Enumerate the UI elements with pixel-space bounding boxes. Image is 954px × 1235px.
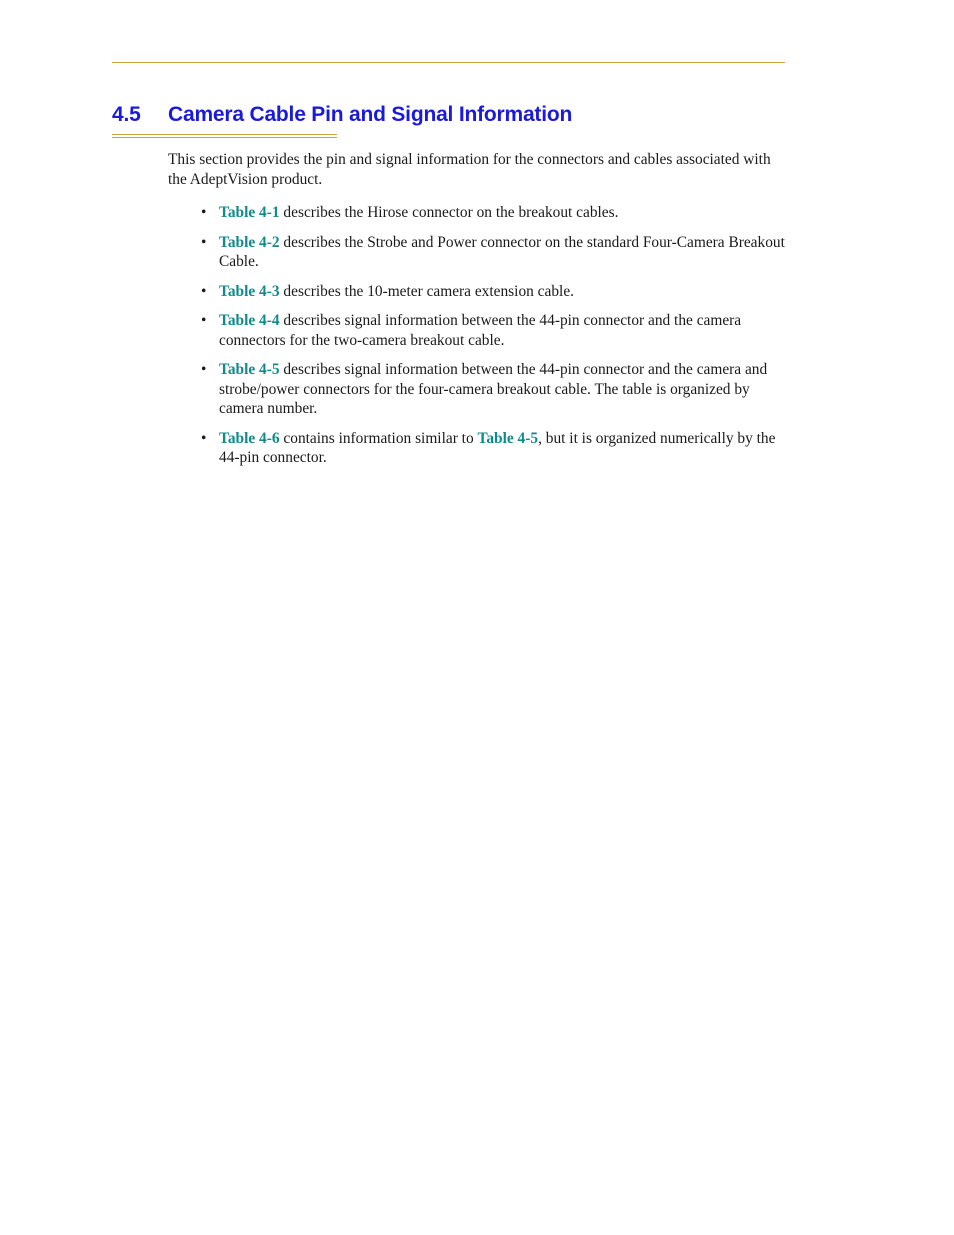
bullet-icon: • bbox=[201, 429, 207, 447]
table-4-5-link[interactable]: Table 4-5 bbox=[219, 361, 280, 378]
table-4-6-link[interactable]: Table 4-6 bbox=[219, 429, 280, 447]
header-rule bbox=[112, 62, 785, 63]
list-item bbox=[168, 203, 788, 223]
list-item bbox=[168, 311, 788, 350]
list-item-text: describes the 10-meter camera extension cable. bbox=[279, 282, 574, 300]
list-item bbox=[168, 429, 788, 468]
list-item bbox=[168, 360, 788, 419]
list-item-text: contains information similar to bbox=[279, 429, 478, 447]
bullet-icon: • bbox=[201, 361, 207, 378]
table-4-5-link[interactable]: Table 4-5 bbox=[477, 429, 539, 447]
table-4-3-link[interactable]: Table 4-3 bbox=[219, 282, 280, 300]
bullet-icon: • bbox=[201, 282, 207, 300]
bullet-icon: • bbox=[201, 204, 207, 221]
list-item-text: describes the Hirose connector on the breakout cables. bbox=[279, 204, 619, 221]
list-item bbox=[168, 282, 788, 302]
table-4-2-link[interactable]: Table 4-2 bbox=[219, 233, 280, 251]
list-item bbox=[168, 233, 788, 272]
section-heading bbox=[112, 103, 572, 127]
intro-paragraph: This section provides the pin and signal information for the connectors and cables associated with the AdeptVision product. bbox=[168, 151, 771, 188]
table-reference-list bbox=[168, 203, 788, 478]
table-4-1-link[interactable]: Table 4-1 bbox=[219, 204, 280, 221]
table-4-4-link[interactable]: Table 4-4 bbox=[219, 312, 280, 329]
section-number: 4.5 bbox=[112, 103, 141, 126]
bullet-icon: • bbox=[201, 233, 207, 251]
list-item-text: , but it is organized numerically by the 44-pin connector. bbox=[219, 429, 776, 466]
list-item-text: describes the Strobe and Power connector on the standard Four-Camera Breakout Cable. bbox=[219, 233, 785, 270]
section-title: Camera Cable Pin and Signal Information bbox=[168, 103, 573, 126]
list-item-text: describes signal information between the 44-pin connector and the camera and strobe/power connectors for the four-camera breakout cable. The table is organized by camera number. bbox=[219, 361, 768, 417]
bullet-icon: • bbox=[201, 312, 207, 329]
heading-underline bbox=[112, 134, 337, 138]
list-item-text: describes signal information between the 44-pin connector and the camera connectors for the two-camera breakout cable. bbox=[219, 312, 742, 349]
